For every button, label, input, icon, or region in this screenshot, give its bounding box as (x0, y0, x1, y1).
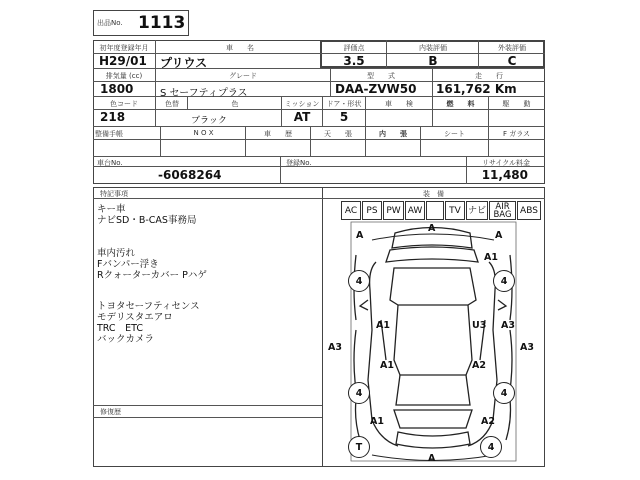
engine-cc: 1800 (100, 82, 134, 96)
equipment-label: 装 備 (423, 190, 444, 198)
color-code-label: 色コード (110, 100, 138, 108)
score-label: 評価点 (343, 44, 365, 52)
color-change-label: 色替 (165, 100, 179, 108)
registration-year: H29/01 (99, 54, 147, 68)
recycle-fee: 11,480 (481, 168, 528, 182)
note-line: キー車 (97, 204, 126, 215)
equip-blank (426, 201, 444, 220)
car-name: プリウス (160, 56, 208, 70)
inspection-label: 車 検 (385, 100, 413, 108)
exterior-label: 外装評価 (498, 44, 526, 52)
notes-label: 特記事項 (100, 190, 128, 198)
note-line: Fバンパー浮き (97, 259, 159, 270)
spare-tire-t: T (348, 436, 370, 458)
grade-label: グレード (229, 72, 257, 80)
equip-navi: ナビ (466, 201, 488, 220)
model-label: 型 式 (367, 72, 395, 80)
mileage-label: 走 行 (475, 72, 503, 80)
drive-label: 駆 動 (502, 100, 531, 108)
chassis-label: 車台No. (97, 159, 123, 167)
body-color: ブラック (191, 116, 227, 126)
recycle-label: リサイクル料金 (481, 159, 531, 167)
lot-number-box (93, 10, 189, 36)
mileage: 161,762 Km (436, 82, 517, 96)
note-line: ナビSD・B-CAS事務局 (97, 215, 197, 226)
equip-pw: PW (383, 201, 404, 220)
lot-label: 出品No. (97, 19, 123, 27)
registration-label: 登録No. (286, 159, 312, 167)
name-label: 車 名 (226, 44, 254, 52)
repair-history-label: 修復歴 (100, 408, 121, 416)
note-line: TRC ETC (97, 323, 143, 334)
damage-rear-a1: A1 (370, 416, 384, 427)
cc-label: 排気量 (cc) (105, 72, 143, 80)
damage-front-right: A (495, 230, 503, 241)
equip-ac: AC (341, 201, 361, 220)
damage-right-a3: A3 (520, 342, 534, 353)
damage-front-left: A (356, 230, 364, 241)
equip-abs: ABS (517, 201, 541, 220)
lot-number: 1113 (138, 13, 186, 33)
doors-label: ドア・形状 (326, 100, 362, 108)
door-count: 5 (339, 110, 349, 124)
interior-label: 内装評価 (419, 44, 447, 52)
upholstery-label: 内 張 (379, 130, 407, 138)
model-code: DAA-ZVW50 (335, 82, 417, 96)
equip-aw: AW (405, 201, 425, 220)
note-line: モデリスタエアロ (97, 312, 173, 323)
grade: S セーフティプラス (160, 88, 248, 99)
note-line (97, 226, 207, 248)
evaluation-score: 3.5 (343, 54, 365, 68)
damage-front-center: A (428, 223, 436, 234)
manual-label: 整備手帳 (95, 130, 123, 138)
tire-rear-right: 4 (493, 382, 515, 404)
equip-ps: PS (362, 201, 382, 220)
note-line: バックカメラ (97, 334, 155, 345)
damage-rear-a2: A2 (481, 416, 495, 427)
notes-list (97, 204, 207, 345)
transmission: AT (293, 110, 311, 124)
equip-tv: TV (445, 201, 465, 220)
note-line: 車内汚れ (97, 248, 136, 259)
tire-front-left: 4 (348, 270, 370, 292)
damage-left-lower-a1: A1 (380, 360, 394, 371)
exterior-grade: C (507, 54, 517, 68)
tire-rear-left: 4 (348, 382, 370, 404)
nox-label: N O X (193, 129, 214, 137)
tire-front-right: 4 (493, 270, 515, 292)
equip-airbag: AIR BAG (489, 201, 516, 220)
damage-front-right-a1: A1 (484, 252, 498, 263)
note-line: Rクォーターカバー Pハゲ (97, 270, 207, 281)
chassis-number: -6068264 (158, 168, 222, 182)
color-code: 218 (100, 110, 126, 124)
mission-label: ミッション (284, 100, 320, 108)
fuel-label: 燃 料 (446, 100, 475, 108)
note-line (97, 281, 207, 301)
seat-label: シート (444, 130, 465, 138)
damage-right-mid-u3: U3 (472, 320, 487, 331)
interior-grade: B (428, 54, 438, 68)
damage-left-a3: A3 (328, 342, 342, 353)
history-label: 車 歴 (264, 130, 292, 138)
damage-rear-center: A (428, 453, 436, 464)
roof-label: 天 張 (324, 130, 352, 138)
color-label: 色 (231, 100, 239, 108)
note-line: トヨタセーフティセンス (97, 301, 200, 312)
damage-right-side-a3: A3 (501, 320, 515, 331)
damage-right-lower-a2: A2 (472, 360, 486, 371)
spare-tire-4: 4 (480, 436, 502, 458)
glass-label: F ガラス (502, 130, 531, 138)
year-label: 初年度登録年月 (99, 44, 149, 52)
damage-left-mid-a1: A1 (376, 320, 390, 331)
